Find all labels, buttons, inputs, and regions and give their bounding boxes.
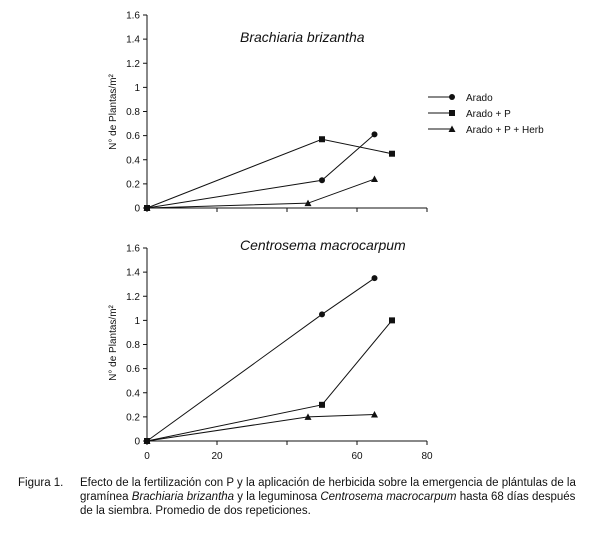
y-tick-label: 0 <box>134 203 140 215</box>
y-tick-label: 0 <box>134 436 140 448</box>
data-point-circle <box>319 177 325 183</box>
y-tick-label: 0.4 <box>126 155 140 167</box>
y-tick-label: 1.4 <box>126 34 140 46</box>
legend-marker-square <box>449 110 455 116</box>
data-point-square <box>319 136 325 142</box>
y-tick-label: 0.8 <box>126 340 140 351</box>
caption-part: Efecto de la fertilización con P y la aplicación de herbicida sobre la emergencia de plántulas de la gramínea <box>80 477 576 503</box>
legend-label: Arado + P <box>466 109 511 120</box>
x-tick-label: 0 <box>144 451 150 462</box>
legend-label: Arado <box>466 93 493 104</box>
series-line <box>147 139 392 208</box>
legend <box>428 93 544 136</box>
caption-species-1: Brachiaria brizantha <box>131 491 235 503</box>
caption-label: Figura 1. <box>18 477 64 489</box>
data-point-circle <box>372 131 378 137</box>
legend-marker-circle <box>449 94 455 100</box>
series-line <box>147 134 375 208</box>
data-point-circle <box>372 275 378 281</box>
series-line <box>147 414 375 441</box>
y-tick-label: 0.8 <box>126 107 140 118</box>
legend-item-arado-p <box>428 109 511 120</box>
y-axis-label: N° de Plantas/m² <box>108 305 119 381</box>
chart-centrosema <box>108 237 433 470</box>
data-point-square <box>319 402 325 408</box>
chart-title: Centrosema macrocarpum <box>240 237 406 253</box>
legend-item-arado-p-herb <box>428 125 544 136</box>
caption-part: hasta 68 días después de la siembra. Promedio de dos repeticiones. <box>80 491 576 517</box>
y-tick-label: 0.2 <box>126 179 140 191</box>
y-tick-label: 0.2 <box>126 412 140 424</box>
chart-title: Brachiaria brizantha <box>240 29 365 45</box>
data-point-triangle <box>371 176 378 183</box>
series-line <box>147 179 375 208</box>
data-point-square <box>389 317 395 323</box>
y-tick-label: 0.4 <box>126 388 140 400</box>
caption-text <box>80 476 588 518</box>
caption-species-2: Centrosema macrocarpum <box>320 491 457 503</box>
y-tick-label: 1 <box>134 315 140 327</box>
x-tick-label: 60 <box>351 451 363 462</box>
x-tick-label: 20 <box>211 451 223 462</box>
y-tick-label: 0.6 <box>126 131 140 143</box>
data-point-square <box>389 151 395 157</box>
legend-item-arado <box>428 93 493 104</box>
y-tick-label: 1.6 <box>126 243 140 255</box>
y-tick-label: 1 <box>134 82 140 94</box>
y-tick-label: 1.4 <box>126 267 140 279</box>
legend-label: Arado + P + Herb <box>466 125 544 136</box>
chart-brachiaria <box>108 11 427 215</box>
y-tick-label: 1.2 <box>126 58 140 70</box>
y-tick-label: 1.2 <box>126 291 140 303</box>
y-tick-label: 1.6 <box>126 10 140 22</box>
series-line <box>147 278 375 441</box>
y-tick-label: 0.6 <box>126 364 140 376</box>
data-point-circle <box>319 311 325 317</box>
x-tick-label: 80 <box>421 451 433 462</box>
y-axis-label: N° de Plantas/m² <box>108 74 119 150</box>
caption-part: y la leguminosa <box>234 491 321 503</box>
